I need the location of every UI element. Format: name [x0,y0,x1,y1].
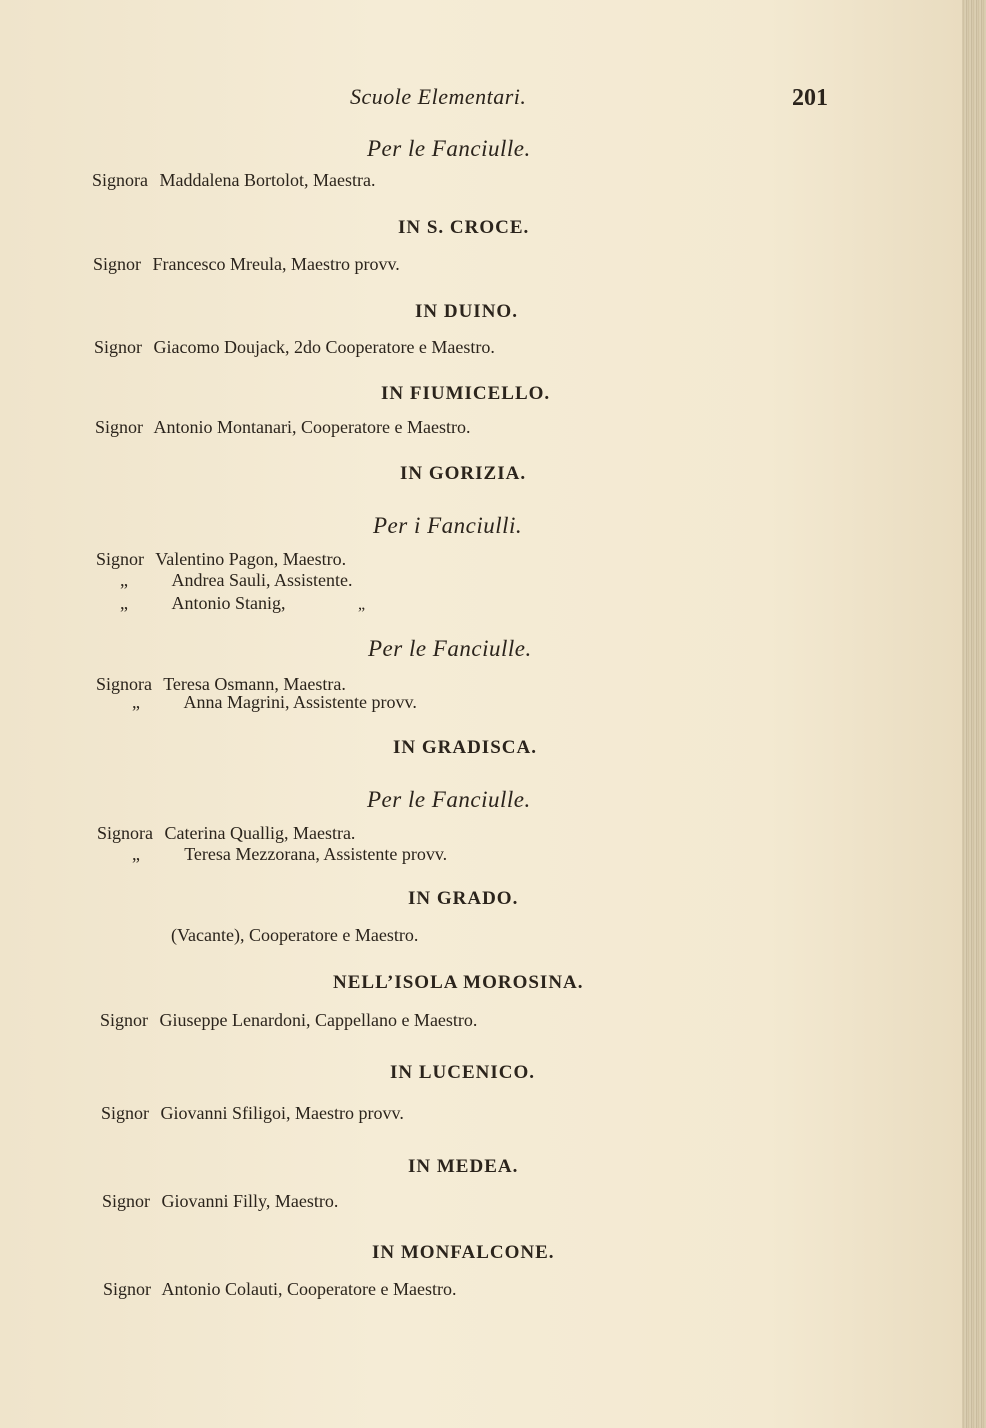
heading-medea: IN MEDEA. [408,1156,519,1177]
entry-text: Valentino Pagon, Maestro. [155,549,347,569]
entry-text: Francesco Mreula, Maestro provv. [152,254,400,274]
staff-entry [97,823,355,844]
heading-isola-morosina: NELL’ISOLA MOROSINA. [333,972,584,993]
heading-lucenico: IN LUCENICO. [390,1062,536,1083]
staff-entry [95,417,470,438]
staff-entry [120,593,286,614]
page-number: 201 [792,85,828,111]
subheading-girls: Per le Fanciulle. [367,136,531,161]
entry-title: Signor [102,1191,151,1211]
staff-entry [101,1103,404,1124]
entry-title: Signora [96,674,152,694]
staff-entry [132,844,447,865]
heading-duino: IN DUINO. [415,301,518,322]
entry-title: Signor [95,417,144,437]
ditto-mark: „ [358,596,366,613]
entry-text: Giovanni Sfiligoi, Maestro provv. [160,1103,404,1123]
entry-text: Teresa Osmann, Maestra. [163,674,346,694]
entry-text: Teresa Mezzorana, Assistente provv. [184,844,448,864]
entry-title-ditto: „ [120,570,128,590]
heading-s-croce: IN S. CROCE. [398,217,530,238]
page-edge [962,0,986,1428]
entry-text: Giovanni Filly, Maestro. [161,1191,339,1211]
subheading-girls: Per le Fanciulle. [368,636,532,661]
entry-text: Andrea Sauli, Assistente. [171,570,353,590]
entry-text: Anna Magrini, Assistente provv. [183,692,417,712]
staff-entry [120,570,353,591]
entry-title-ditto: „ [132,844,140,864]
entry-text: Antonio Stanig, [171,593,286,613]
entry-text: Giacomo Doujack, 2do Cooperatore e Maestro. [153,337,495,357]
entry-title: Signora [97,823,153,843]
entry-title: Signor [93,254,142,274]
staff-entry [100,1010,477,1031]
entry-title-ditto: „ [132,692,140,712]
heading-gradisca: IN GRADISCA. [393,737,537,758]
entry-text: Antonio Montanari, Cooperatore e Maestro. [153,417,471,437]
entry-title: Signor [100,1010,149,1030]
entry-title: Signora [92,170,148,190]
heading-monfalcone: IN MONFALCONE. [372,1242,555,1263]
entry-text: Antonio Colauti, Cooperatore e Maestro. [161,1279,457,1299]
staff-entry [92,170,375,191]
staff-entry [171,925,418,946]
entry-title-ditto: „ [120,593,128,613]
staff-entry [103,1279,456,1300]
entry-text: Maddalena Bortolot, Maestra. [159,170,376,190]
entry-title: Signor [101,1103,150,1123]
staff-entry [93,254,400,275]
staff-entry [102,1191,338,1212]
staff-entry [96,549,346,570]
entry-title: Signor [96,549,145,569]
entry-text: (Vacante), Cooperatore e Maestro. [171,925,419,945]
heading-gorizia: IN GORIZIA. [400,463,527,484]
heading-fiumicello: IN FIUMICELLO. [381,383,551,404]
running-header-title: Scuole Elementari. [350,84,527,109]
subheading-boys: Per i Fanciulli. [373,513,523,538]
heading-grado: IN GRADO. [408,888,519,909]
entry-text: Giuseppe Lenardoni, Cappellano e Maestro. [159,1010,478,1030]
staff-entry [132,692,417,713]
entry-title: Signor [103,1279,152,1299]
staff-entry [94,337,495,358]
subheading-girls: Per le Fanciulle. [367,787,531,812]
entry-title: Signor [94,337,143,357]
entry-text: Caterina Quallig, Maestra. [164,823,356,843]
